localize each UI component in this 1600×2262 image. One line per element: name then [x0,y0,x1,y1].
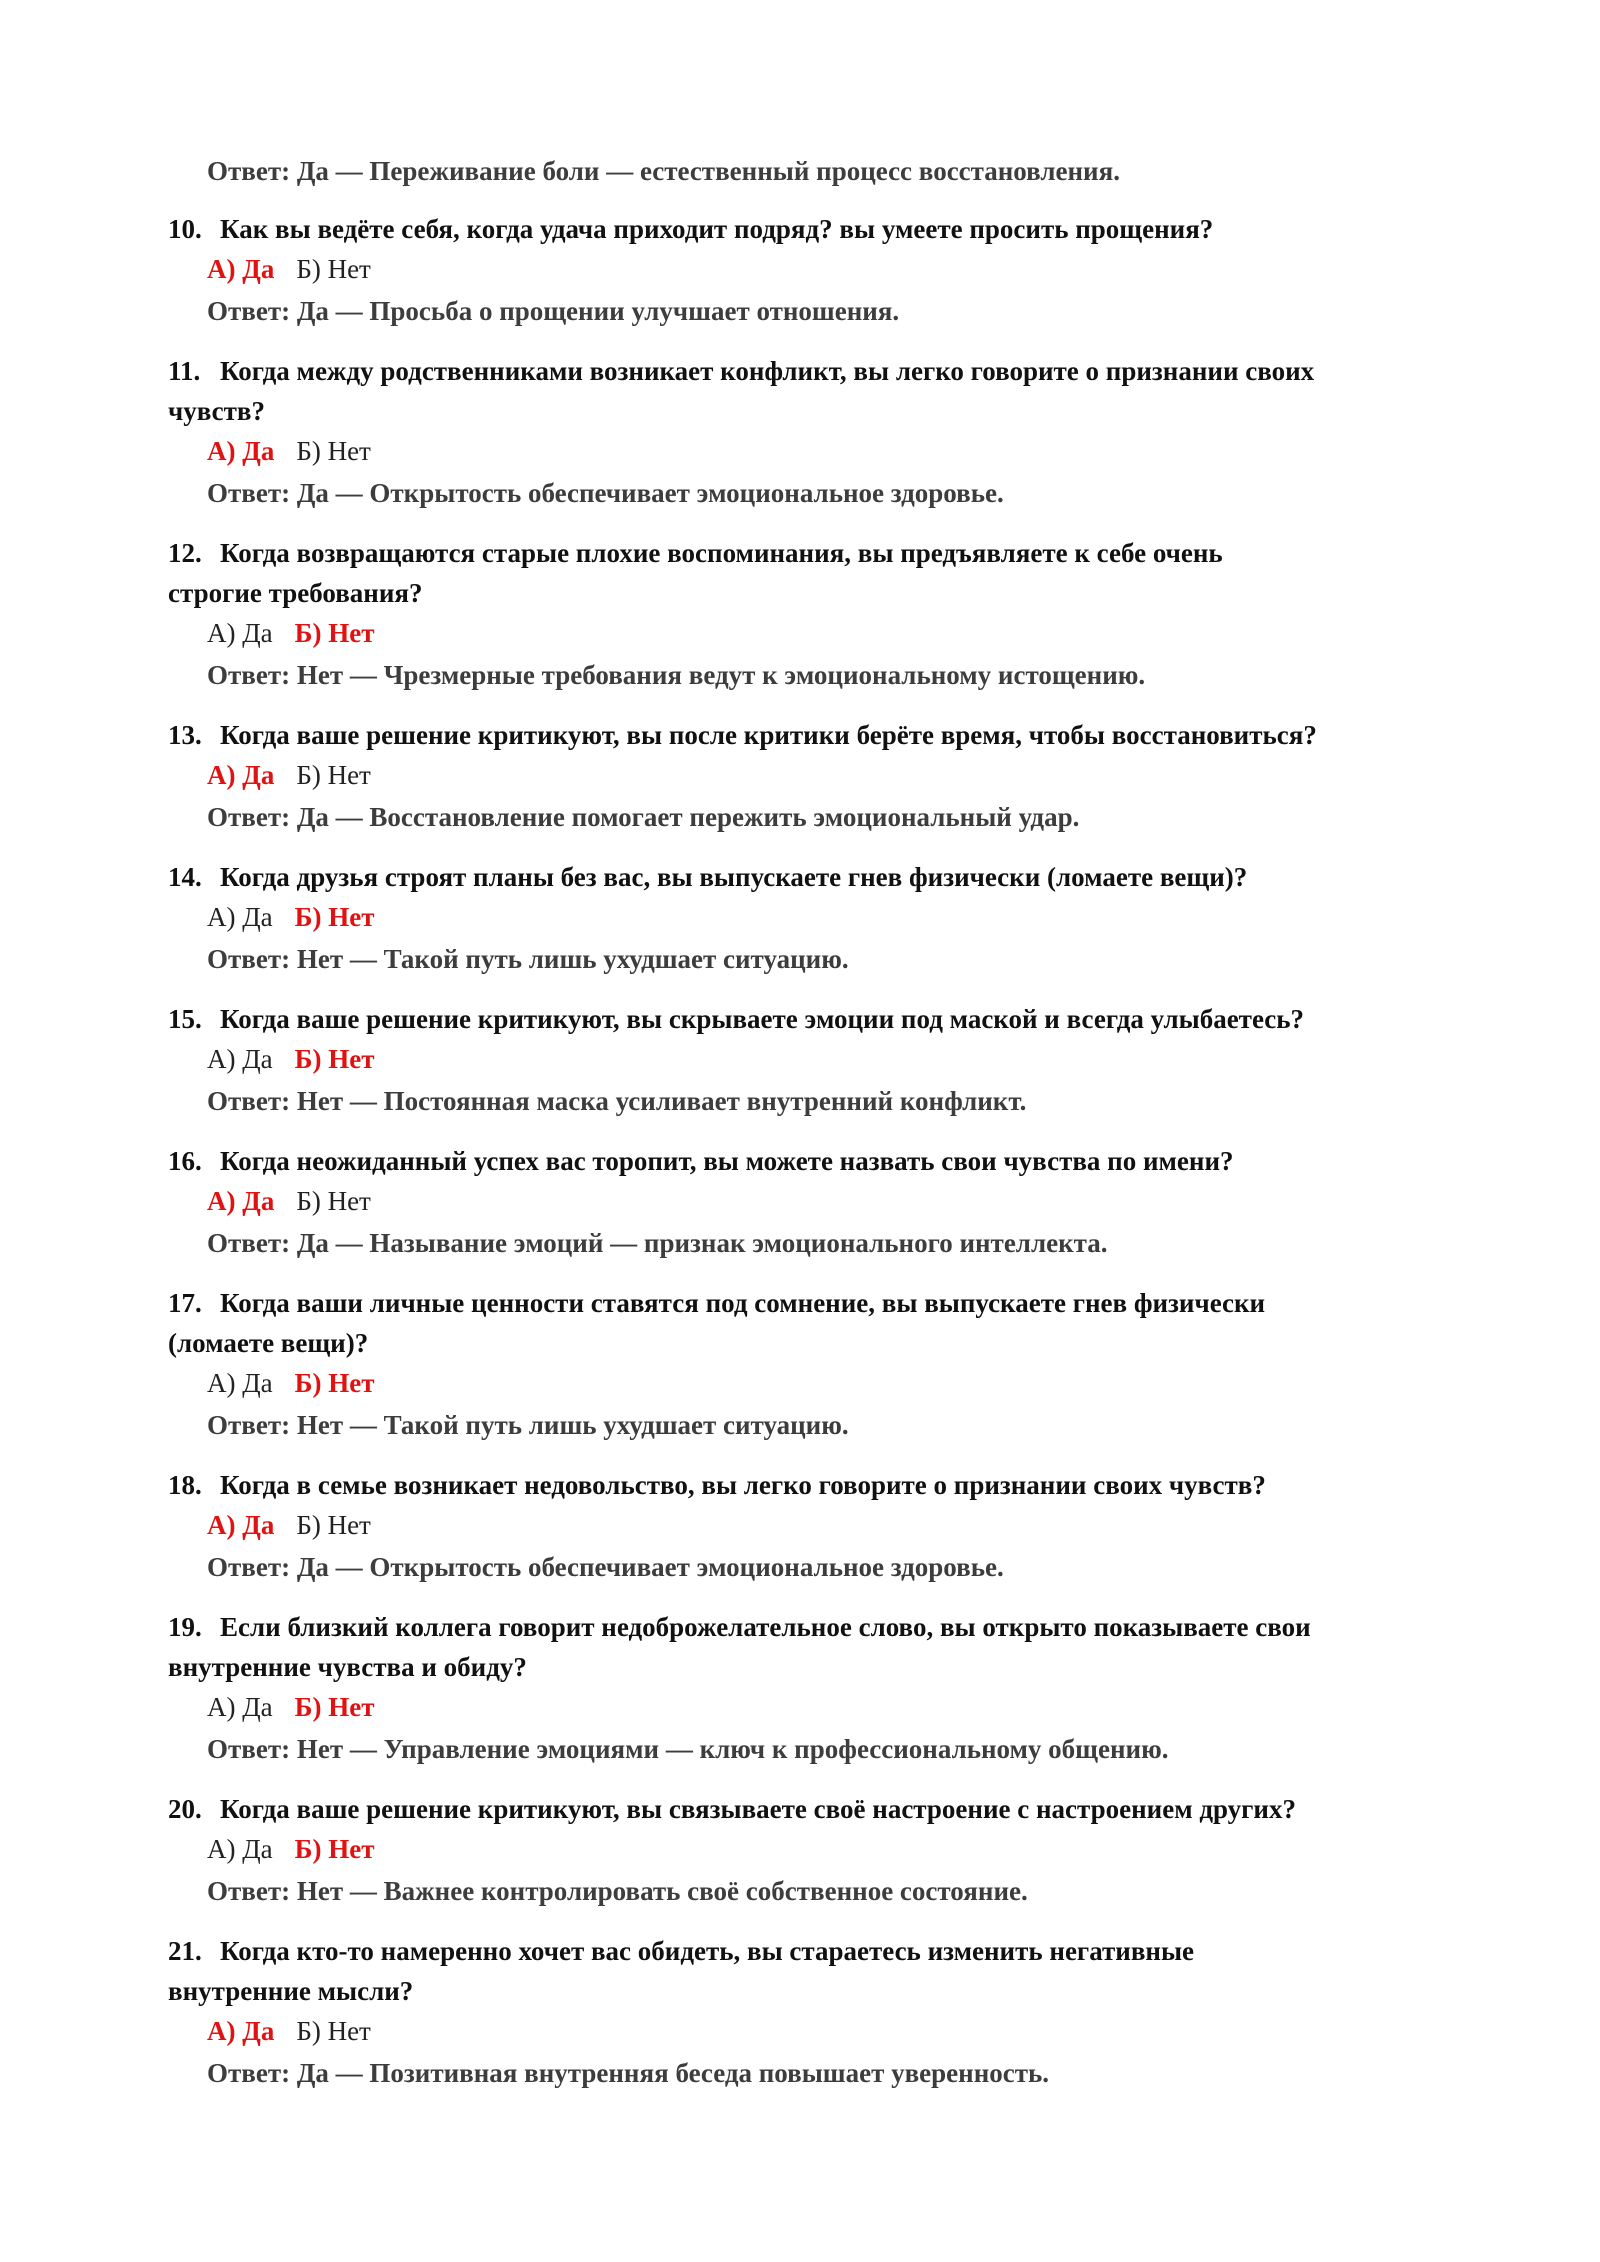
option-a[interactable]: А) Да [207,2016,275,2046]
question-text [168,1145,1234,1177]
question-text [168,1611,1311,1643]
option-b[interactable]: Б) Нет [296,1186,371,1216]
answer-options [207,2015,393,2047]
answer-options [207,617,397,649]
question-line-continuation: внутренние чувства и обиду? [168,1652,527,1682]
question-text [168,1469,1266,1501]
option-b[interactable]: Б) Нет [294,1368,375,1398]
question-text [168,1003,1304,1035]
option-b[interactable]: Б) Нет [294,1692,375,1722]
option-b[interactable]: Б) Нет [296,2016,371,2046]
question-text [168,213,1213,245]
question-line: Когда кто-то намеренно хочет вас обидеть, вы стараетесь изменить негативные [220,1936,1195,1966]
answer-line: Ответ: Да — Называние эмоций — признак эмоционального интеллекта. [207,1228,1108,1258]
answer-options [207,759,393,791]
question-line: Когда ваше решение критикуют, вы связываете своё настроение с настроением других? [220,1794,1296,1824]
question-text [168,719,1317,751]
question-number: 15. [168,1004,202,1034]
question-number: 14. [168,862,202,892]
question-text [168,1287,1265,1319]
question-line: Когда неожиданный успех вас торопит, вы можете назвать свои чувства по имени? [220,1146,1234,1176]
option-a[interactable]: А) Да [207,254,275,284]
question-number: 21. [168,1936,202,1966]
question-line: Когда ваше решение критикуют, вы скрываете эмоции под маской и всегда улыбаетесь? [220,1004,1305,1034]
question-number: 16. [168,1146,202,1176]
option-a[interactable]: А) Да [207,760,275,790]
answer-line: Ответ: Да — Восстановление помогает пережить эмоциональный удар. [207,802,1080,832]
question-number: 17. [168,1288,202,1318]
option-a[interactable]: А) Да [207,1510,275,1540]
option-a[interactable]: А) Да [207,1044,273,1074]
option-a[interactable]: А) Да [207,1368,273,1398]
answer-options [207,1691,397,1723]
answer-line: Ответ: Нет — Такой путь лишь ухудшает ситуацию. [207,944,849,974]
question-text [168,1935,1194,1967]
question-number: 10. [168,214,202,244]
option-b[interactable]: Б) Нет [294,618,375,648]
option-b[interactable]: Б) Нет [294,902,375,932]
option-a[interactable]: А) Да [207,436,275,466]
answer-options [207,901,397,933]
answer-options [207,435,393,467]
question-line: Когда ваши личные ценности ставятся под сомнение, вы выпускаете гнев физически [220,1288,1266,1318]
answer-line: Ответ: Нет — Такой путь лишь ухудшает ситуацию. [207,1410,849,1440]
answer-line-9: Ответ: Да — Переживание боли — естественный процесс восстановления. [207,156,1120,186]
question-line-continuation: строгие требования? [168,578,423,608]
answer-line: Ответ: Нет — Важнее контролировать своё собственное состояние. [207,1876,1028,1906]
question-number: 13. [168,720,202,750]
answer-options [207,1833,397,1865]
answer-line: Ответ: Нет — Чрезмерные требования ведут к эмоциональному истощению. [207,660,1146,690]
option-b[interactable]: Б) Нет [294,1044,375,1074]
answer-options [207,253,393,285]
answer-line: Ответ: Нет — Постоянная маска усиливает внутренний конфликт. [207,1086,1027,1116]
question-text [168,861,1247,893]
answer-line: Ответ: Да — Открытость обеспечивает эмоциональное здоровье. [207,1552,1004,1582]
answer-line: Ответ: Да — Позитивная внутренняя беседа повышает уверенность. [207,2058,1050,2088]
answer-line: Ответ: Нет — Управление эмоциями — ключ к профессиональному общению. [207,1734,1169,1764]
question-line: Когда друзья строят планы без вас, вы выпускаете гнев физически (ломаете вещи)? [220,862,1248,892]
question-line: Если близкий коллега говорит недоброжелательное слово, вы открыто показываете свои [220,1612,1311,1642]
option-b[interactable]: Б) Нет [296,436,371,466]
question-line: Когда ваше решение критикуют, вы после критики берёте время, чтобы восстановиться? [220,720,1317,750]
option-a[interactable]: А) Да [207,1186,275,1216]
question-text [168,1793,1296,1825]
question-text [168,537,1223,569]
answer-line: Ответ: Да — Просьба о прощении улучшает отношения. [207,296,900,326]
question-number: 12. [168,538,202,568]
question-line-continuation: внутренние мысли? [168,1976,414,2006]
option-b[interactable]: Б) Нет [296,254,371,284]
answer-options [207,1367,397,1399]
question-line: Когда возвращаются старые плохие воспоминания, вы предъявляете к себе очень [220,538,1223,568]
option-a[interactable]: А) Да [207,902,273,932]
question-number: 20. [168,1794,202,1824]
option-a[interactable]: А) Да [207,1692,273,1722]
option-b[interactable]: Б) Нет [296,760,371,790]
question-line: Когда между родственниками возникает конфликт, вы легко говорите о признании своих [220,356,1315,386]
question-line: Когда в семье возникает недовольство, вы легко говорите о признании своих чувств? [220,1470,1266,1500]
answer-options [207,1509,393,1541]
question-line-continuation: чувств? [168,396,265,426]
question-line-continuation: (ломаете вещи)? [168,1328,369,1358]
option-b[interactable]: Б) Нет [296,1510,371,1540]
question-line: Как вы ведёте себя, когда удача приходит подряд? вы умеете просить прощения? [220,214,1214,244]
answer-options [207,1043,397,1075]
option-a[interactable]: А) Да [207,1834,273,1864]
option-a[interactable]: А) Да [207,618,273,648]
question-number: 19. [168,1612,202,1642]
answer-line: Ответ: Да — Открытость обеспечивает эмоциональное здоровье. [207,478,1004,508]
answer-options [207,1185,393,1217]
question-number: 11. [168,356,201,386]
option-b[interactable]: Б) Нет [294,1834,375,1864]
question-number: 18. [168,1470,202,1500]
question-text [168,355,1314,387]
